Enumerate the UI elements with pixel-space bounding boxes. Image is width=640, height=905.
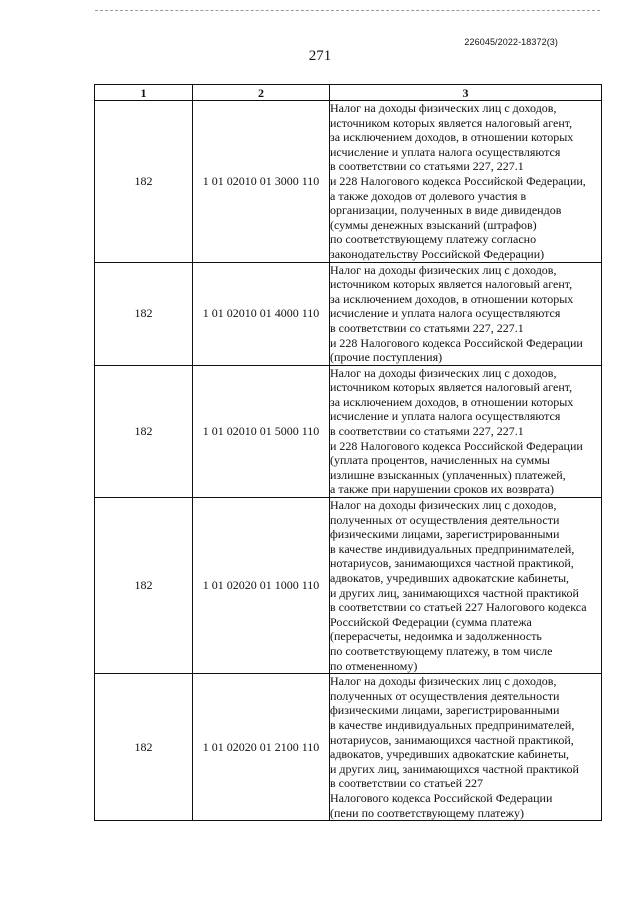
table-row	[95, 101, 602, 263]
description-line: исчисление и уплата налога осуществляются	[330, 409, 561, 424]
column-header-3: 3	[330, 85, 602, 101]
table-row	[95, 674, 602, 821]
table-body	[95, 101, 602, 821]
table-row	[95, 262, 602, 365]
table-row	[95, 498, 602, 674]
budget-classification-code-cell: 1 01 02010 01 5000 110	[193, 365, 330, 497]
description-line: излишне взысканных (уплаченных) платежей,	[330, 467, 566, 482]
description-line: законодательству Российской Федерации)	[330, 246, 545, 261]
description-line: а также доходов от долевого участия в	[330, 188, 527, 203]
table-header-row	[95, 85, 602, 101]
description-line: источником которых является налоговый агент,	[330, 277, 573, 292]
description-line: Налог на доходы физических лиц с доходов,	[330, 498, 557, 513]
description-line: и 228 Налогового кодекса Российской Федерации	[330, 335, 583, 350]
description-line: и 228 Налогового кодекса Российской Федерации	[330, 438, 583, 453]
description-line: в соответствии со статьями 227, 227.1	[330, 424, 524, 439]
admin-code-cell: 182	[95, 101, 193, 263]
income-description-cell	[330, 498, 602, 674]
description-line: физическими лицами, зарегистрированными	[330, 703, 560, 718]
description-line: и других лиц, занимающихся частной практикой	[330, 585, 579, 600]
description-line: в качестве индивидуальных предпринимателей,	[330, 541, 575, 556]
description-line: в соответствии со статьями 227, 227.1	[330, 159, 524, 174]
description-line: в соответствии со статьей 227	[330, 776, 483, 791]
description-line: Налог на доходы физических лиц с доходов,	[330, 365, 557, 380]
description-line: источником которых является налоговый агент,	[330, 380, 573, 395]
admin-code-cell: 182	[95, 498, 193, 674]
description-line: (перерасчеты, недоимка и задолженность	[330, 629, 542, 644]
description-line: по отмененному)	[330, 658, 418, 673]
admin-code-cell: 182	[95, 674, 193, 821]
column-header-1: 1	[95, 85, 193, 101]
top-edge-line	[95, 10, 600, 11]
description-line: исчисление и уплата налога осуществляются	[330, 144, 561, 159]
table-row	[95, 365, 602, 497]
income-description-cell	[330, 674, 602, 821]
column-header-2: 2	[193, 85, 330, 101]
description-line: за исключением доходов, в отношении которых	[330, 291, 574, 306]
description-line: (суммы денежных взысканий (штрафов)	[330, 217, 537, 232]
budget-classification-code-cell: 1 01 02010 01 4000 110	[193, 262, 330, 365]
income-description-cell	[330, 262, 602, 365]
description-line: (уплата процентов, начисленных на суммы	[330, 453, 550, 468]
description-line: физическими лицами, зарегистрированными	[330, 527, 560, 542]
description-line: в соответствии со статьями 227, 227.1	[330, 320, 524, 335]
description-line: (прочие поступления)	[330, 350, 443, 365]
description-line: и 228 Налогового кодекса Российской Федерации,	[330, 173, 586, 188]
description-line: Налог на доходы физических лиц с доходов,	[330, 262, 557, 277]
description-line: по соответствующему платежу, в том числе	[330, 643, 553, 658]
description-line: Российской Федерации (сумма платежа	[330, 614, 532, 629]
page-number: 271	[308, 48, 332, 64]
description-line: Налогового кодекса Российской Федерации	[330, 790, 553, 805]
description-line: нотариусов, занимающихся частной практикой,	[330, 732, 574, 747]
description-line: адвокатов, учредивших адвокатские кабинеты,	[330, 571, 570, 585]
description-line: по соответствующему платежу согласно	[330, 232, 537, 247]
description-line: адвокатов, учредивших адвокатские кабинеты,	[330, 747, 570, 762]
description-line: источником которых является налоговый агент,	[330, 115, 573, 130]
budget-classification-code-cell: 1 01 02020 01 2100 110	[193, 674, 330, 821]
description-line: Налог на доходы физических лиц с доходов,	[330, 101, 557, 115]
income-description-cell	[330, 365, 602, 497]
description-line: Налог на доходы физических лиц с доходов,	[330, 674, 557, 689]
description-line: (пени по соответствующему платежу)	[330, 805, 524, 820]
admin-code-cell: 182	[95, 262, 193, 365]
document-number: 226045/2022-18372(3)	[464, 37, 558, 47]
description-line: организации, полученных в виде дивидендов	[330, 203, 562, 218]
description-line: за исключением доходов, в отношении которых	[330, 394, 574, 409]
income-codes-table	[94, 84, 602, 821]
description-line: а также при нарушении сроков их возврата)	[330, 482, 554, 497]
description-line: и других лиц, занимающихся частной практикой	[330, 761, 579, 776]
description-line: в качестве индивидуальных предпринимателей,	[330, 717, 575, 732]
description-line: полученных от осуществления деятельности	[330, 512, 560, 527]
description-line: полученных от осуществления деятельности	[330, 688, 560, 703]
budget-classification-code-cell: 1 01 02010 01 3000 110	[193, 101, 330, 263]
budget-classification-code-cell: 1 01 02020 01 1000 110	[193, 498, 330, 674]
description-line: исчисление и уплата налога осуществляются	[330, 306, 561, 321]
income-description-cell	[330, 101, 602, 263]
description-line: за исключением доходов, в отношении которых	[330, 130, 574, 145]
description-line: нотариусов, занимающихся частной практикой,	[330, 556, 574, 571]
admin-code-cell: 182	[95, 365, 193, 497]
description-line: в соответствии со статьей 227 Налогового кодекса	[330, 600, 587, 615]
